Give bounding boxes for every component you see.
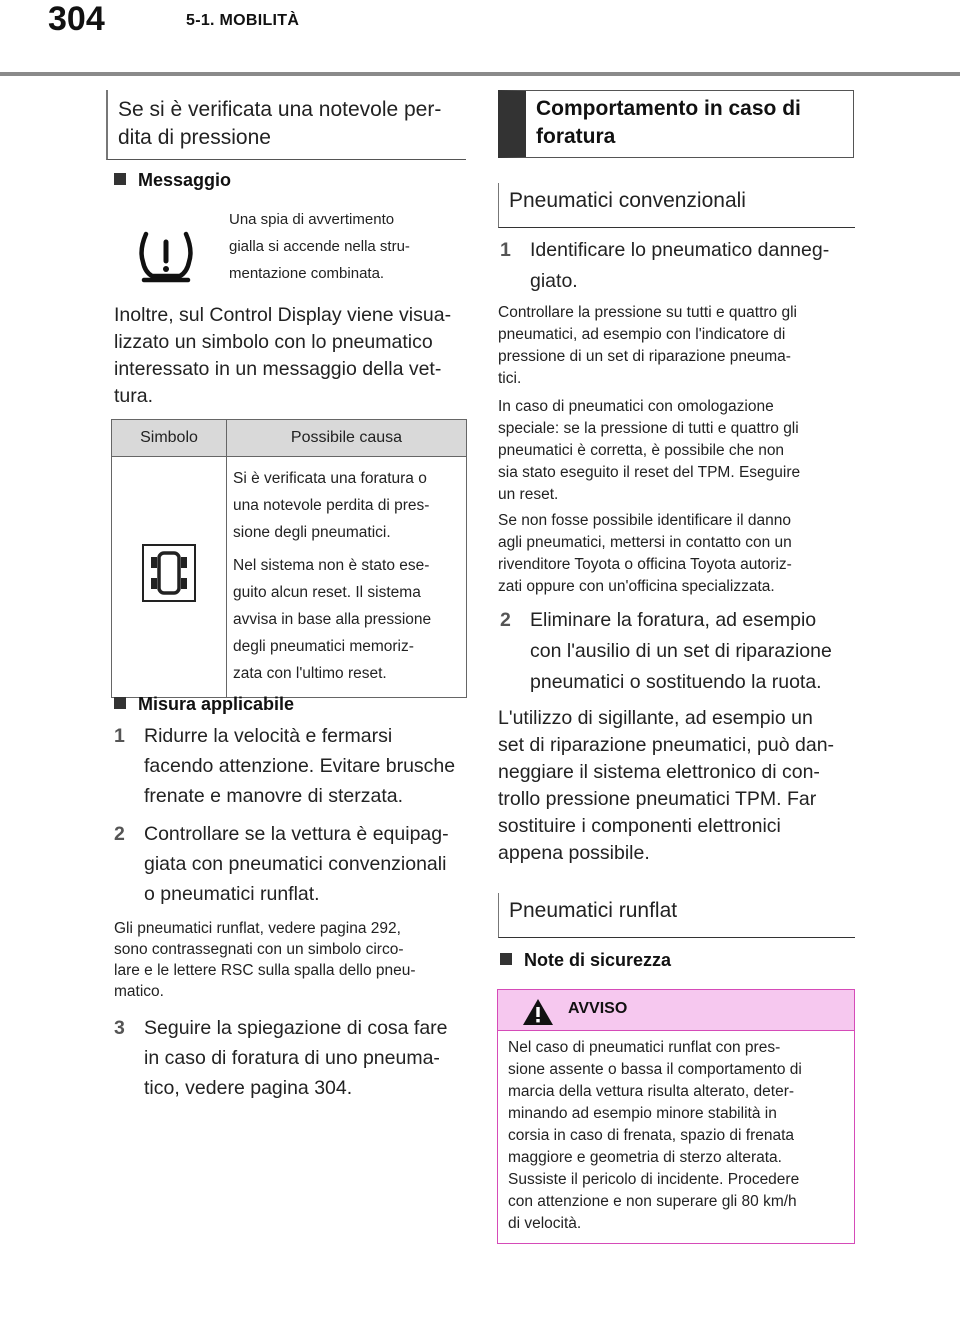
special-tires-paragraph: In caso di pneumatici con omologazione speciale: se la pressione di tutti e quattro gli pneumatici è corretta, è possibile che non sia stato eseguito il reset del TPM. Eseguire un reset. xyxy=(498,398,801,503)
symbol-cause-table xyxy=(111,419,467,698)
runflat-note: Gli pneumatici runflat, vedere pagina 292, sono contrassegnati con un simbolo circo- lare e le lettere RSC sulla spalla dello pneu- matico. xyxy=(114,920,416,1000)
check-pressure-paragraph: Controllare la pressione su tutti e quattro gli pneumatici, ad esempio con l'indicatore di pressione di un set di riparazione pneuma- tici. xyxy=(498,304,797,387)
tpms-warning-light-icon xyxy=(136,228,196,284)
warning-label: AVVISO xyxy=(568,1000,628,1017)
page-number: 304 xyxy=(48,0,105,38)
table-cell-symbol xyxy=(112,457,227,698)
runflat-tires-heading: Pneumatici runflat xyxy=(498,893,855,938)
chapter-title: 5-1. MOBILITÀ xyxy=(186,12,300,29)
table-header-cause: Possibile causa xyxy=(227,420,467,457)
measure-heading: Misura applicabile xyxy=(114,694,294,715)
section-title-pressure-loss: Se si è verificata una notevole per-dita di pressione xyxy=(106,90,466,160)
warning-header xyxy=(498,990,854,1031)
sealant-paragraph: L'utilizzo di sigillante, ad esempio un set di riparazione pneumatici, può dan- neggiare il sistema elettronico di con- trollo pressione pneumatici TPM. Far sostituire i componenti elettronici appena possibile. xyxy=(498,707,835,864)
car-tire-symbol-icon xyxy=(142,544,196,602)
warning-box xyxy=(497,989,855,1244)
bullet-square-icon xyxy=(114,173,126,185)
warning-light-description: Una spia di avvertimento gialla si accende nella stru- mentazione combinata. xyxy=(229,211,410,282)
warning-text: Nel caso di pneumatici runflat con pres- sione assente o bassa il comportamento di marcia della vettura risulta alterato, deter- minando ad esempio minore stabilità in corsia in caso di frenata, spazio di frenata maggiore e geometria di sterzo alterata. Sussiste il pericolo di incidente. Procedere con attenzione e non superare gli 80 km/h di velocità. xyxy=(508,1039,802,1232)
header-rule xyxy=(0,72,960,76)
conventional-tires-heading: Pneumatici convenzionali xyxy=(498,183,855,228)
table-row xyxy=(112,457,467,698)
section-title-puncture: Comportamento in caso di foratura xyxy=(498,90,854,158)
step-2: 2 Controllare se la vettura è equipag- giata con pneumatici convenzionali o pneumatici runflat. xyxy=(114,823,449,905)
table-header-symbol: Simbolo xyxy=(112,420,227,457)
step-1-identify: 1 Identificare lo pneumatico danneg- giato. xyxy=(500,239,830,292)
message-heading: Messaggio xyxy=(114,170,231,191)
bullet-square-icon xyxy=(500,953,512,965)
step-3: 3 Seguire la spiegazione di cosa fare in caso di foratura di uno pneuma- tico, vedere pagina 304. xyxy=(114,1017,448,1099)
step-2-repair: 2 Eliminare la foratura, ad esempio con l'ausilio di un set di riparazione pneumatici o sostituendo la ruota. xyxy=(500,609,832,693)
step-1: 1 Ridurre la velocità e fermarsi facendo attenzione. Evitare brusche frenate e manovre di sterzata. xyxy=(114,725,456,807)
bullet-square-icon xyxy=(114,697,126,709)
warning-triangle-icon xyxy=(522,998,554,1026)
table-cell-cause: Si è verificata una foratura o una notevole perdita di pres- sione degli pneumatici. Nel sistema non è stato ese- guito alcun reset. Il sistema avvisa in base alla pressione degli pneumatici memoriz- zata con l'ultimo reset. xyxy=(227,457,467,698)
contact-dealer-paragraph: Se non fosse possibile identificare il danno agli pneumatici, mettersi in contatto con un rivenditore Toyota o officina Toyota autoriz- zati oppure con un'officina specializzata. xyxy=(498,512,792,595)
control-display-paragraph: Inoltre, sul Control Display viene visua- lizzato un simbolo con lo pneumatico interessato in un messaggio della vet- tura. xyxy=(114,304,452,407)
safety-notes-heading: Note di sicurezza xyxy=(500,950,671,971)
